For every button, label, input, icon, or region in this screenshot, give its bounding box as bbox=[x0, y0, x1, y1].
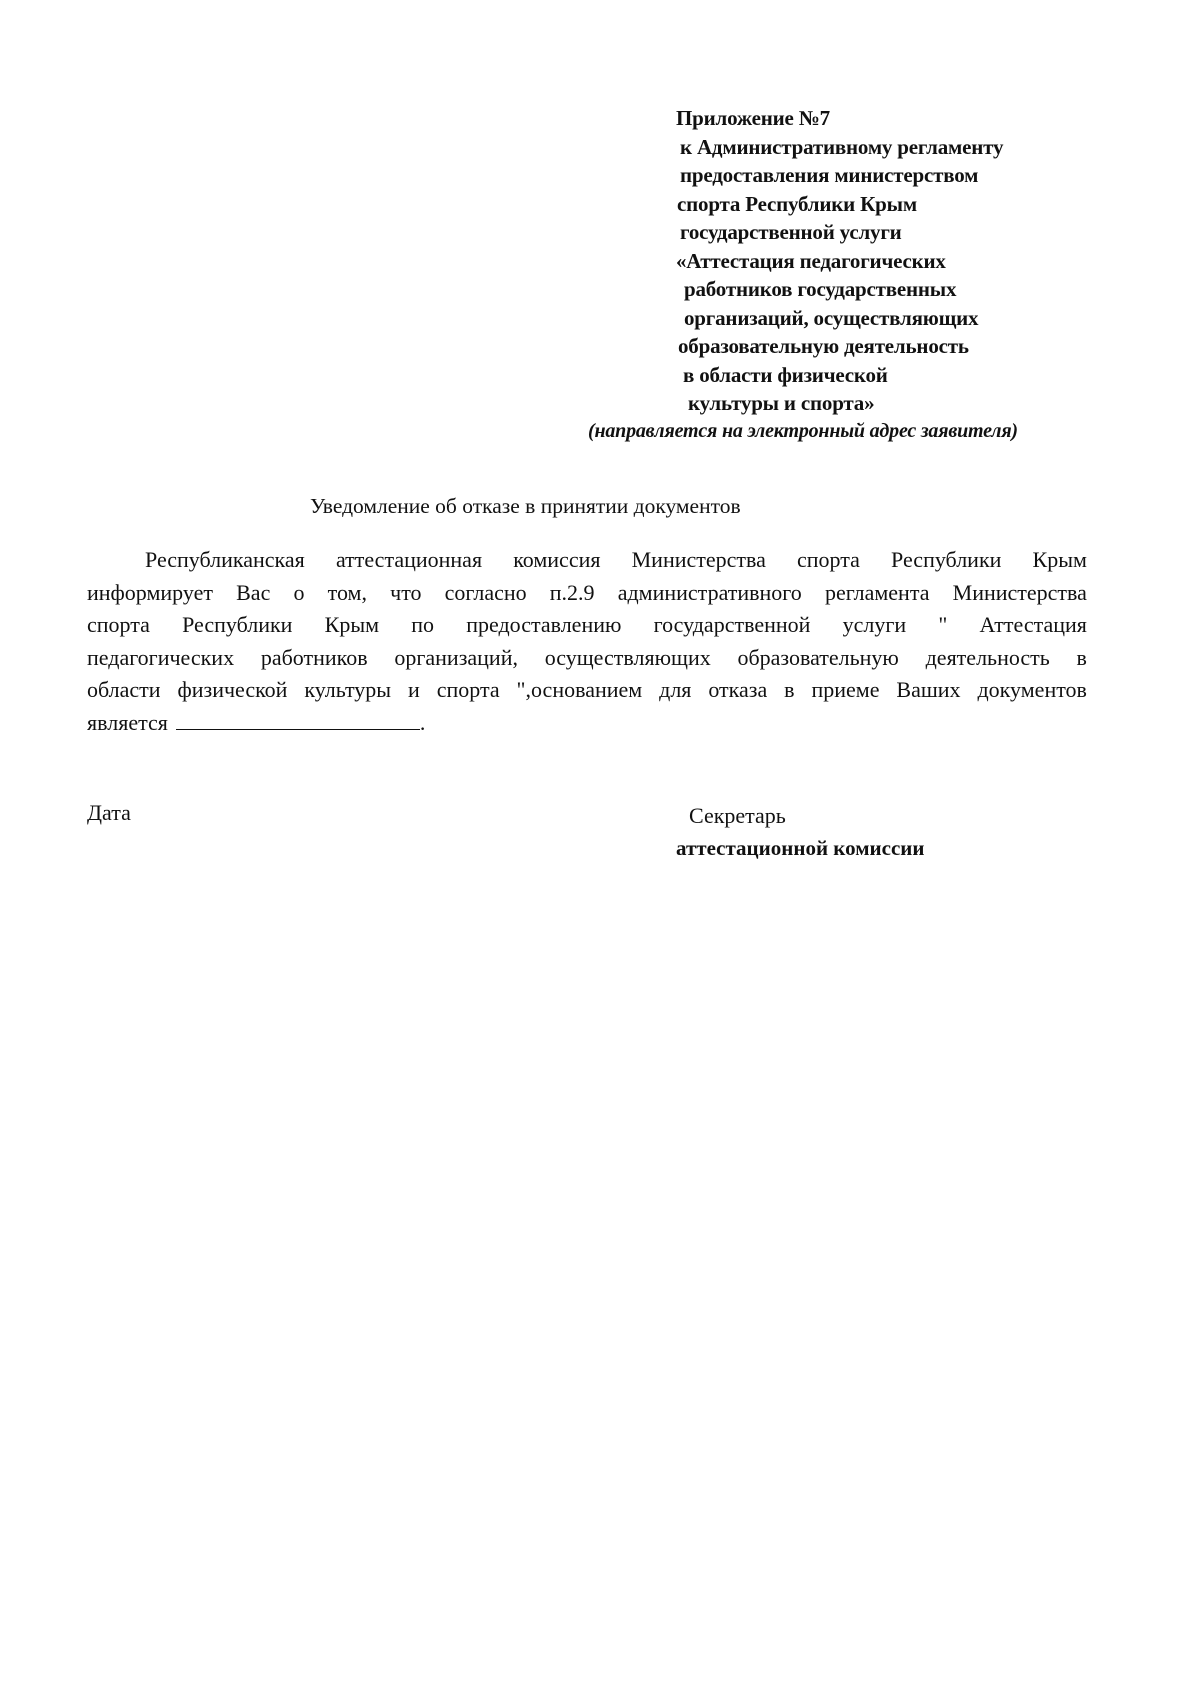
appendix-line: образовательную деятельность bbox=[678, 334, 969, 358]
appendix-line: культуры и спорта» bbox=[688, 391, 875, 415]
body-word: о bbox=[293, 579, 305, 605]
body-word: предоставлению bbox=[466, 612, 622, 637]
body-word: и bbox=[408, 677, 420, 702]
appendix-line: к Административному регламенту bbox=[680, 134, 1004, 159]
body-word: Республики bbox=[891, 547, 1002, 572]
body-word: Крым bbox=[324, 612, 380, 637]
appendix-line: «Аттестация педагогических bbox=[676, 248, 946, 273]
body-word: области bbox=[87, 677, 161, 702]
body-word: для bbox=[659, 677, 692, 702]
appendix-header bbox=[676, 104, 1003, 418]
body-word: педагогических bbox=[87, 644, 235, 670]
appendix-line: государственной услуги bbox=[680, 220, 902, 244]
body-word: п.2.9 bbox=[549, 579, 595, 605]
body-word: Республики bbox=[182, 612, 293, 637]
body-word: в bbox=[784, 677, 795, 702]
body-line bbox=[87, 642, 1087, 675]
body-word: услуги bbox=[842, 612, 907, 637]
body-word: Республиканская bbox=[145, 547, 305, 572]
body-word: информирует bbox=[87, 579, 213, 605]
appendix-line: предоставления министерством bbox=[680, 163, 979, 187]
body-word: ",основанием bbox=[516, 677, 643, 702]
body-word: деятельность bbox=[925, 644, 1050, 670]
body-word: Крым bbox=[1032, 547, 1087, 572]
body-word: Вас bbox=[236, 579, 271, 605]
body-word: работников bbox=[260, 644, 368, 670]
body-line bbox=[87, 609, 1087, 642]
body-word: физической bbox=[177, 677, 288, 702]
date-label: Дата bbox=[87, 800, 131, 825]
appendix-line: в области физической bbox=[683, 362, 888, 387]
appendix-line: спорта Республики Крым bbox=[677, 191, 917, 216]
body-line bbox=[87, 577, 1087, 610]
body-word: комиссия bbox=[513, 547, 601, 572]
body-word: в bbox=[1076, 644, 1087, 670]
body-word: административного bbox=[617, 579, 802, 605]
body-word: спорта bbox=[87, 612, 150, 637]
body-word: организаций, bbox=[394, 644, 518, 670]
body-word: спорта bbox=[797, 547, 860, 572]
body-line bbox=[87, 544, 1087, 577]
reason-end: . bbox=[419, 709, 426, 735]
body-word: приеме bbox=[811, 677, 880, 702]
appendix-line: работников государственных bbox=[684, 277, 957, 301]
body-word: том, bbox=[327, 579, 367, 605]
body-word: культуры bbox=[304, 677, 392, 702]
appendix-line: Приложение №7 bbox=[676, 106, 830, 130]
body-word: документов bbox=[977, 677, 1087, 702]
notice-body bbox=[87, 544, 1087, 739]
body-word: государственной bbox=[653, 612, 811, 637]
body-word: " bbox=[938, 612, 948, 637]
body-word: что bbox=[390, 579, 422, 605]
body-last-line bbox=[87, 707, 1087, 740]
body-word: отказа bbox=[708, 677, 768, 702]
body-word: Ваших bbox=[896, 677, 961, 702]
delivery-note: (направляется на электронный адрес заявителя) bbox=[588, 420, 1018, 442]
body-word: регламента bbox=[824, 579, 930, 605]
body-word: Аттестация bbox=[979, 612, 1087, 637]
body-word: аттестационная bbox=[335, 547, 483, 572]
body-word: согласно bbox=[444, 579, 527, 605]
body-word: образовательную bbox=[737, 644, 899, 670]
body-word: Министерства bbox=[952, 579, 1087, 605]
body-line bbox=[87, 674, 1087, 707]
reason-blank bbox=[176, 709, 420, 730]
secretary-committee: аттестационной комиссии bbox=[676, 836, 925, 860]
body-word: осуществляющих bbox=[544, 644, 711, 670]
body-word: Министерства bbox=[631, 547, 766, 572]
body-word: спорта bbox=[436, 677, 500, 702]
notice-title: Уведомление об отказе в принятии документов bbox=[310, 494, 741, 518]
secretary-signature bbox=[676, 800, 924, 864]
body-word: по bbox=[411, 612, 435, 637]
appendix-line: организаций, осуществляющих bbox=[684, 305, 979, 330]
reason-label: является bbox=[87, 709, 168, 735]
secretary-title: Секретарь bbox=[689, 803, 786, 828]
